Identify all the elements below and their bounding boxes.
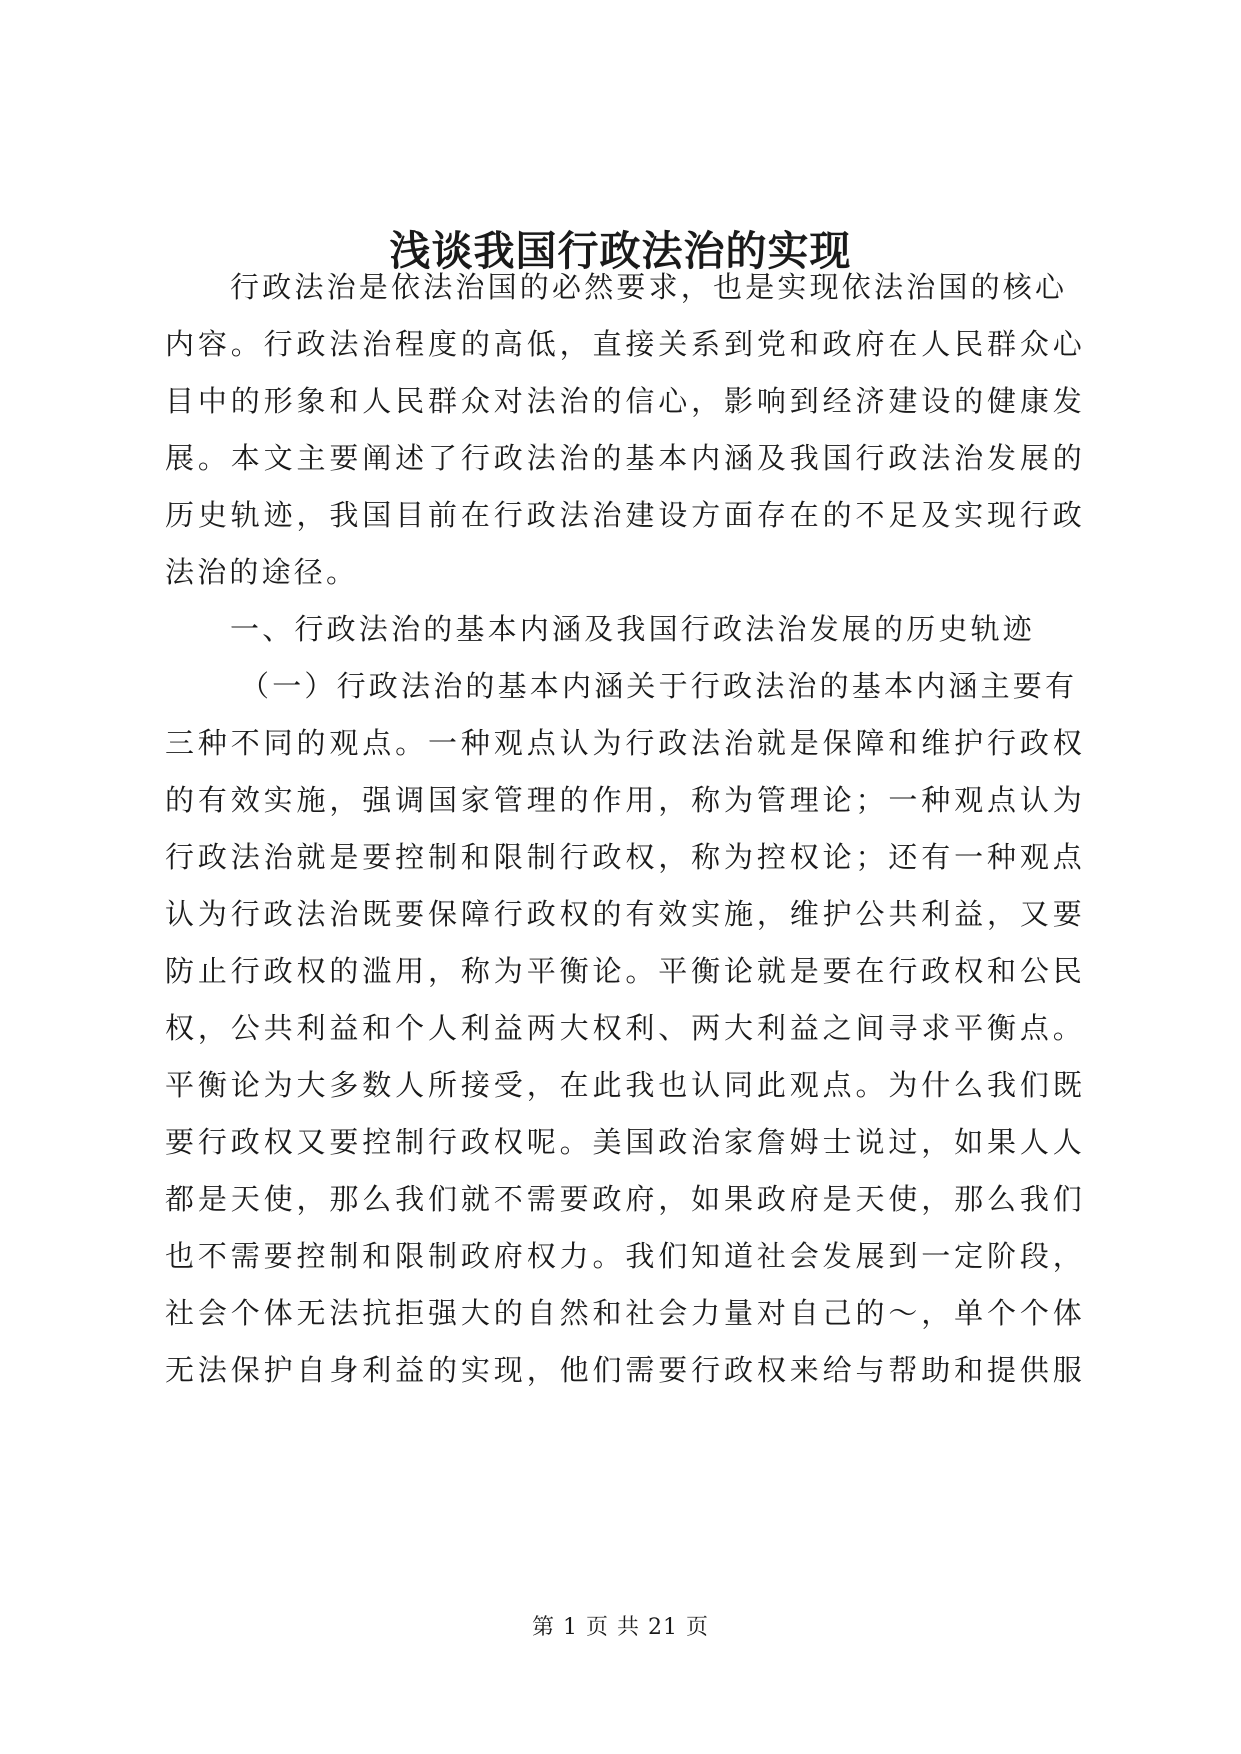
section-heading: 一、行政法治的基本内涵及我国行政法治发展的历史轨迹 xyxy=(230,612,1036,646)
body-line: 要行政权又要控制行政权呢。美国政治家詹姆士说过，如果人人 xyxy=(165,1125,1085,1159)
body-line: （一）行政法治的基本内涵关于行政法治的基本内涵主要有 xyxy=(240,669,1078,703)
body-line: 行政法治就是要控制和限制行政权，称为控权论；还有一种观点 xyxy=(165,840,1085,874)
body-line: 展。本文主要阐述了行政法治的基本内涵及我国行政法治发展的 xyxy=(165,441,1085,475)
body-line: 权，公共利益和个人利益两大权利、两大利益之间寻求平衡点。 xyxy=(165,1011,1085,1045)
body-line: 内容。行政法治程度的高低，直接关系到党和政府在人民群众心 xyxy=(165,327,1085,361)
body-line: 的有效实施，强调国家管理的作用，称为管理论；一种观点认为 xyxy=(165,783,1085,817)
body-line: 都是天使，那么我们就不需要政府，如果政府是天使，那么我们 xyxy=(165,1182,1085,1216)
body-line: 目中的形象和人民群众对法治的信心，影响到经济建设的健康发 xyxy=(165,384,1085,418)
page-number: 第 1 页 共 21 页 xyxy=(532,1615,709,1640)
body-line: 历史轨迹，我国目前在行政法治建设方面存在的不足及实现行政 xyxy=(165,498,1085,532)
body-line: 社会个体无法抗拒强大的自然和社会力量对自己的～，单个个体 xyxy=(165,1296,1085,1330)
body-line: 也不需要控制和限制政府权力。我们知道社会发展到一定阶段， xyxy=(165,1239,1085,1273)
body-line: 认为行政法治既要保障行政权的有效实施，维护公共利益，又要 xyxy=(165,897,1085,931)
body-line: 无法保护自身利益的实现，他们需要行政权来给与帮助和提供服 xyxy=(165,1353,1085,1387)
body-line: 行政法治是依法治国的必然要求，也是实现依法治国的核心 xyxy=(230,270,1068,304)
body-line: 三种不同的观点。一种观点认为行政法治就是保障和维护行政权 xyxy=(165,726,1085,760)
body-line: 法治的途径。 xyxy=(165,555,359,589)
document-title: 浅谈我国行政法治的实现 xyxy=(389,227,852,275)
body-line: 防止行政权的滥用，称为平衡论。平衡论就是要在行政权和公民 xyxy=(165,954,1085,988)
body-line: 平衡论为大多数人所接受，在此我也认同此观点。为什么我们既 xyxy=(165,1068,1085,1102)
